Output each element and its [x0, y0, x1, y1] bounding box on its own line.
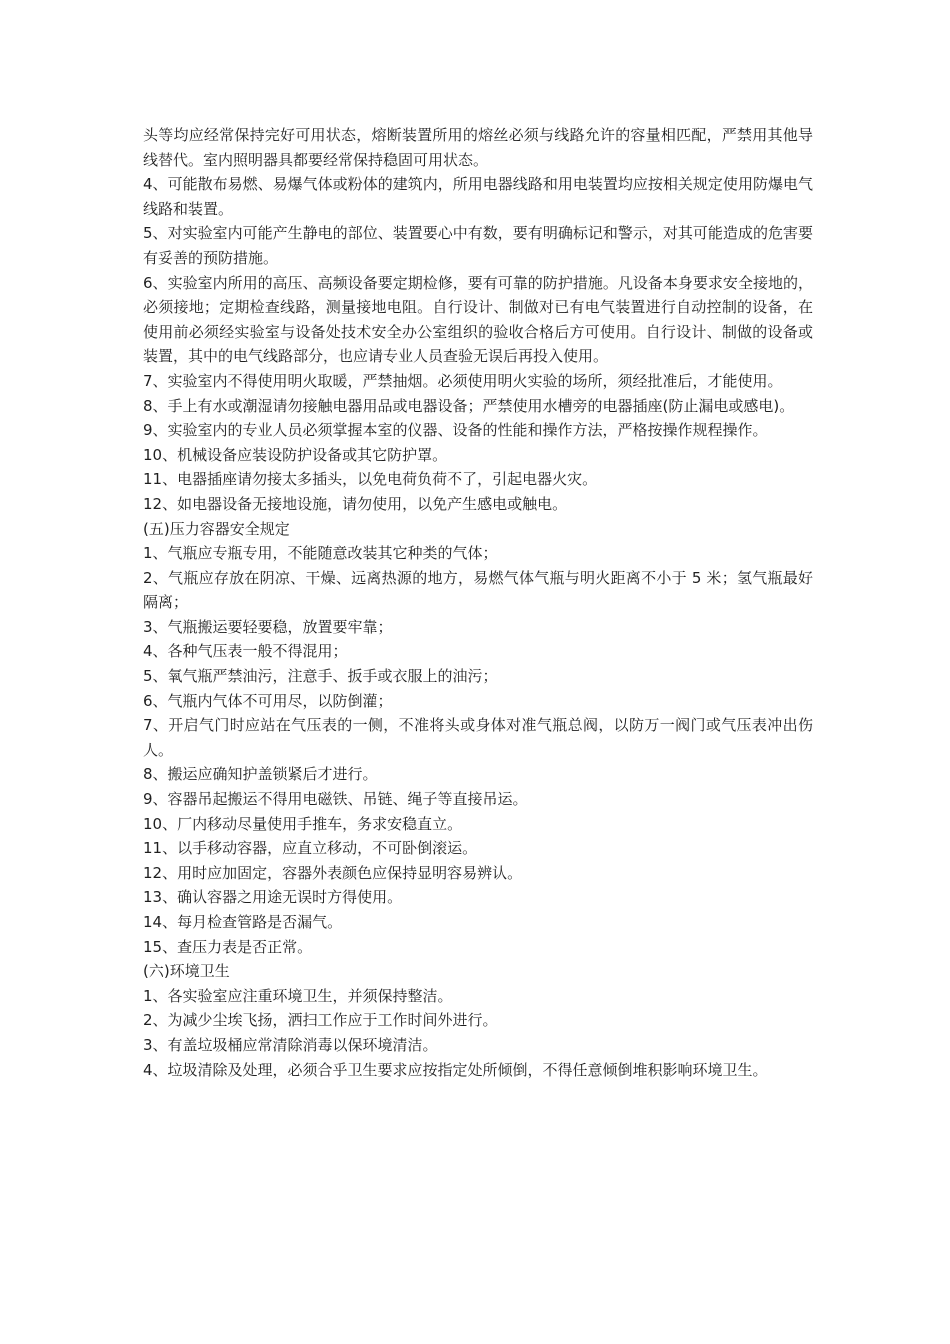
document-body	[143, 123, 813, 1082]
list-item-pressure-13: 13、确认容器之用途无误时方得使用。	[143, 888, 403, 907]
list-item-pressure-8: 8、搬运应确知护盖锁紧后才进行。	[143, 765, 378, 784]
section-heading-pressure-vessels: (五)压力容器安全规定	[143, 519, 290, 538]
list-item-pressure-2: 2、气瓶应存放在阴凉、干燥、远离热源的地方，易燃气体气瓶与明火距离不小于 5 米；氢气瓶最好隔离；	[143, 568, 813, 612]
list-item-electrical-10: 10、机械设备应装设防护设备或其它防护罩。	[143, 445, 448, 464]
list-item-pressure-5: 5、氧气瓶严禁油污，注意手、扳手或衣服上的油污；	[143, 667, 498, 686]
list-item-electrical-7: 7、实验室内不得使用明火取暖，严禁抽烟。必须使用明火实验的场所，须经批准后，才能使用。	[143, 371, 783, 390]
list-item-pressure-7: 7、开启气门时应站在气压表的一侧，不准将头或身体对准气瓶总阀，以防万一阀门或气压表冲出伤人。	[143, 716, 813, 759]
list-item-pressure-1: 1、气瓶应专瓶专用，不能随意改装其它种类的气体；	[143, 544, 498, 563]
list-item-electrical-6: 6、实验室内所用的高压、高频设备要定期检修，要有可靠的防护措施。凡设备本身要求安全接地的，必须接地；定期检查线路，测量接地电阻。自行设计、制做对已有电气装置进行自动控制的设备，在使用前必须经实验室与设备处技术安全办公室组织的验收合格后方可使用。自行设计、制做的设备或装置，其中的电气线路部分，也应请专业人员查验无误后再投入使用。	[143, 273, 813, 366]
list-item-electrical-5: 5、对实验室内可能产生静电的部位、装置要心中有数，要有明确标记和警示，对其可能造成的危害要有妥善的预防措施。	[143, 224, 813, 267]
list-item-pressure-6: 6、气瓶内气体不可用尽，以防倒灌；	[143, 691, 393, 710]
list-item-hygiene-2: 2、为减少尘埃飞扬，洒扫工作应于工作时间外进行。	[143, 1011, 498, 1030]
list-item-pressure-10: 10、厂内移动尽量使用手推车，务求安稳直立。	[143, 814, 463, 833]
list-item-hygiene-3: 3、有盖垃圾桶应常清除消毒以保环境清洁。	[143, 1035, 438, 1054]
list-item-pressure-11: 11、以手移动容器，应直立移动，不可卧倒滚运。	[143, 839, 478, 858]
section-heading-environment-hygiene: (六)环境卫生	[143, 962, 230, 981]
list-item-pressure-12: 12、用时应加固定，容器外表颜色应保持显明容易辨认。	[143, 863, 523, 882]
paragraph-electrical-continuation: 头等均应经常保持完好可用状态，熔断装置所用的熔丝必须与线路允许的容量相匹配，严禁用其他导线替代。室内照明器具都要经常保持稳固可用状态。	[143, 126, 813, 169]
list-item-pressure-14: 14、每月检查管路是否漏气。	[143, 913, 343, 931]
list-item-hygiene-4: 4、垃圾清除及处理，必须合乎卫生要求应按指定处所倾倒，不得任意倾倒堆积影响环境卫生。	[143, 1060, 768, 1079]
list-item-electrical-9: 9、实验室内的专业人员必须掌握本室的仪器、设备的性能和操作方法，严格按操作规程操作。	[143, 421, 768, 440]
list-item-electrical-11: 11、电器插座请勿接太多插头，以免电荷负荷不了，引起电器火灾。	[143, 470, 598, 489]
list-item-electrical-8: 8、手上有水或潮湿请勿接触电器用品或电器设备；严禁使用水槽旁的电器插座(防止漏电或感电)。	[143, 396, 795, 415]
list-item-electrical-12: 12、如电器设备无接地设施，请勿使用，以免产生感电或触电。	[143, 494, 568, 513]
list-item-pressure-3: 3、气瓶搬运要轻要稳，放置要牢靠；	[143, 617, 393, 636]
list-item-pressure-15: 15、查压力表是否正常。	[143, 937, 313, 956]
list-item-pressure-9: 9、容器吊起搬运不得用电磁铁、吊链、绳子等直接吊运。	[143, 790, 528, 809]
list-item-pressure-4: 4、各种气压表一般不得混用；	[143, 642, 348, 661]
list-item-hygiene-1: 1、各实验室应注重环境卫生，并须保持整洁。	[143, 986, 453, 1005]
list-item-electrical-4: 4、可能散布易燃、易爆气体或粉体的建筑内，所用电器线路和用电装置均应按相关规定使用防爆电气线路和装置。	[143, 175, 813, 218]
